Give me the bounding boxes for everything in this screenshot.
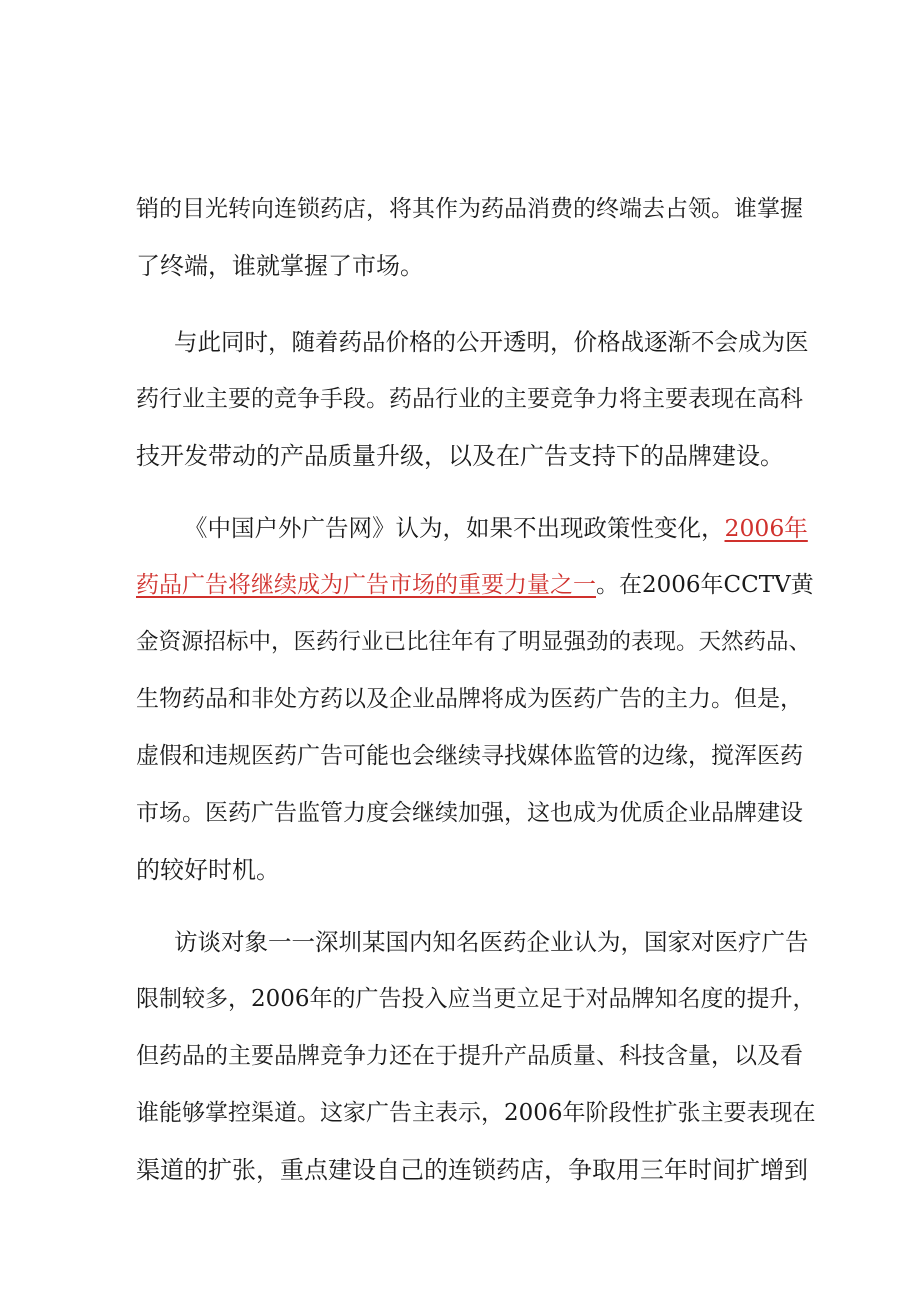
paragraph-2-line-3: 技开发带动的产品质量升级，以及在广告支持下的品牌建设。: [136, 442, 784, 470]
paragraph-4-line-3: 但药品的主要品牌竞争力还在于提升产品质量、科技含量，以及看: [136, 1043, 803, 1069]
paragraph-4-line-5: 渠道的扩张，重点建设自己的连锁药店，争取用三年时间扩增到: [136, 1156, 808, 1184]
paragraph-3-line-6: 市场。医药广告监管力度会继续加强，这也成为优质企业品牌建设: [136, 800, 803, 826]
paragraph-4: [136, 914, 816, 1199]
paragraph-3-line-2: [136, 557, 816, 614]
paragraph-1-line-1: 销的目光转向连锁药店，将其作为药品消费的终端去占领。谁掌握: [136, 196, 803, 222]
paragraph-2-line-2: 药行业主要的竞争手段。药品行业的主要竞争力将主要表现在高科: [136, 386, 803, 412]
paragraph-2-line-1: 与此同时，随着药品价格的公开透明，价格战逐渐不会成为医: [174, 328, 809, 356]
paragraph-3-line-5: 虚假和违规医药广告可能也会继续寻找媒体监管的边缘，搅浑医药: [136, 743, 803, 769]
paragraph-3-line-1-text: 《中国户外广告网》认为，如果不出现政策性变化，: [184, 514, 725, 542]
paragraph-1: [136, 181, 816, 295]
highlighted-link-drug-ads[interactable]: 药品广告将继续成为广告市场的重要力量之一: [136, 572, 596, 598]
paragraph-4-line-2: 限制较多，2006年的广告投入应当更立足于对品牌知名度的提升，: [136, 986, 816, 1012]
paragraph-3: [136, 500, 816, 899]
paragraph-4-line-4: 谁能够掌控渠道。这家广告主表示，2006年阶段性扩张主要表现在: [136, 1100, 816, 1126]
paragraph-1-line-2: 了终端，谁就掌握了市场。: [136, 252, 424, 280]
highlighted-link-2006[interactable]: 2006年: [724, 514, 808, 542]
paragraph-3-line-7: 的较好时机。: [136, 856, 280, 884]
paragraph-3-line-1: [136, 500, 816, 557]
paragraph-3-line-2-text: 。在2006年CCTV黄: [596, 572, 814, 598]
paragraph-3-line-4: 生物药品和非处方药以及企业品牌将成为医药广告的主力。但是，: [136, 686, 803, 712]
paragraph-3-line-3: 金资源招标中，医药行业已比往年有了明显强劲的表现。天然药品、: [136, 629, 812, 655]
paragraph-2: [136, 314, 816, 485]
paragraph-4-line-1: 访谈对象一一深圳某国内知名医药企业认为，国家对医疗广告: [174, 928, 809, 956]
